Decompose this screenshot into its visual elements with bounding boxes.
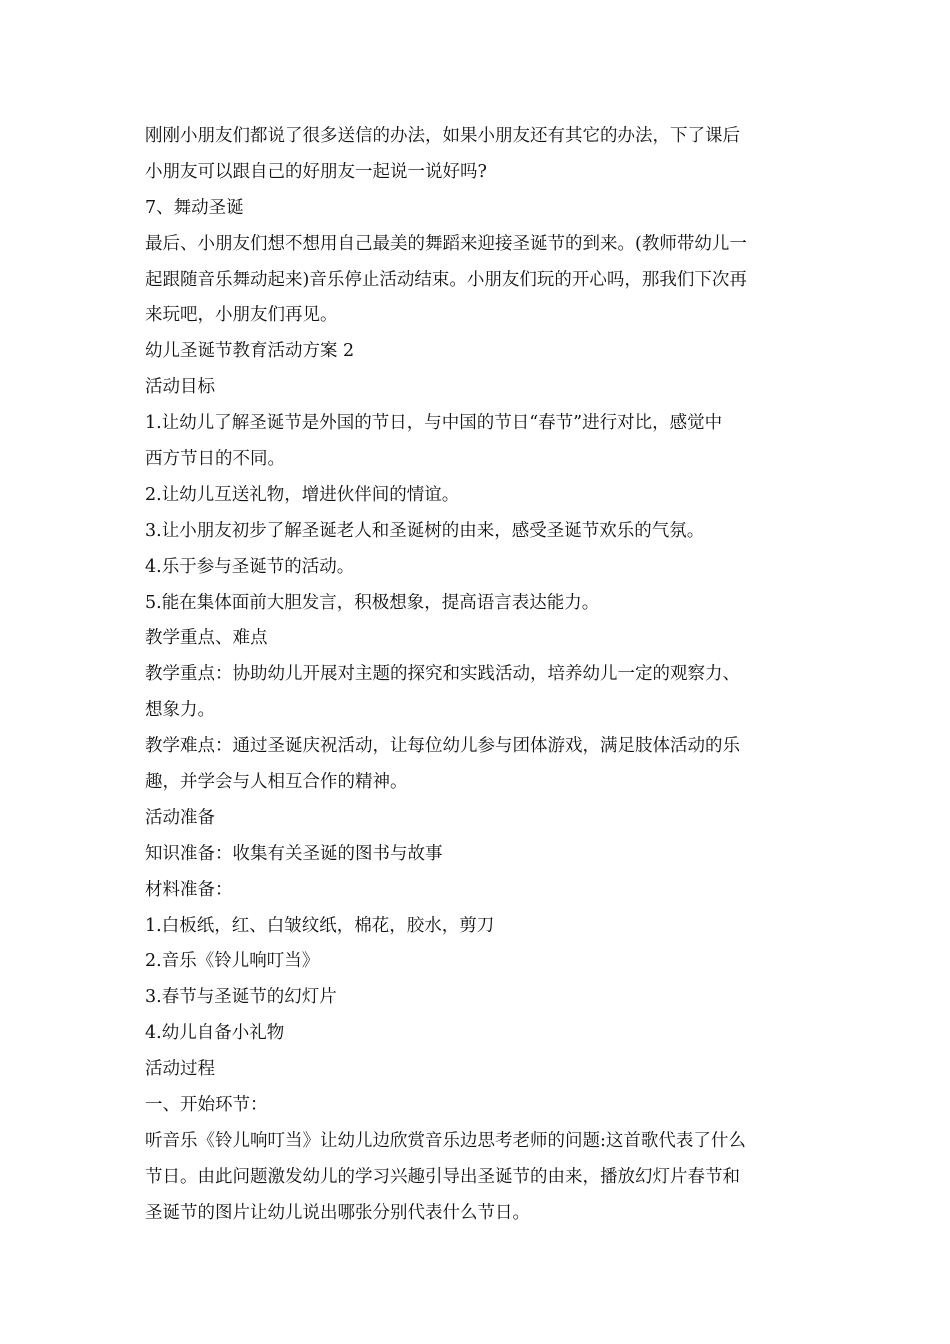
subsection-heading: 一、开始环节： bbox=[145, 1095, 268, 1116]
list-item: 1.白板纸，红、白皱纹纸，棉花，胶水，剪刀 bbox=[145, 915, 495, 936]
list-item: 3.让小朋友初步了解圣诞老人和圣诞树的由来，感受圣诞节欢乐的气氛。 bbox=[145, 520, 705, 541]
list-item: 1.让幼儿了解圣诞节是外国的节日，与中国的节日“春节”进行对比，感觉中 bbox=[145, 413, 723, 434]
text-line: 教学重点：协助幼儿开展对主题的探究和实践活动，培养幼儿一定的观察力、 bbox=[145, 664, 740, 685]
text-line: 听音乐《铃儿响叮当》让幼儿边欣赏音乐边思考老师的问题:这首歌代表了什么 bbox=[145, 1130, 746, 1151]
list-item: 5.能在集体面前大胆发言，积极想象，提高语言表达能力。 bbox=[145, 592, 600, 613]
text-line: 刚刚小朋友们都说了很多送信的办法，如果小朋友还有其它的办法，下了课后 bbox=[145, 126, 740, 146]
list-item: 3.春节与圣诞节的幻灯片 bbox=[145, 987, 337, 1008]
section-heading: 活动准备 bbox=[145, 807, 215, 828]
section-heading: 活动过程 bbox=[145, 1059, 215, 1080]
text-line: 西方节日的不同。 bbox=[145, 449, 285, 470]
document-title: 幼儿圣诞节教育活动方案 2 bbox=[145, 341, 355, 362]
text-line: 材料准备： bbox=[145, 879, 233, 900]
text-line: 小朋友可以跟自己的好朋友一起说一说好吗? bbox=[145, 161, 487, 182]
list-item: 2.让幼儿互送礼物，增进伙伴间的情谊。 bbox=[145, 484, 460, 505]
section-heading: 7、舞动圣诞 bbox=[145, 197, 244, 218]
text-line: 节日。由此问题激发幼儿的学习兴趣引导出圣诞节的由来，播放幻灯片春节和 bbox=[145, 1166, 740, 1187]
list-item: 2.音乐《铃儿响叮当》 bbox=[145, 951, 320, 972]
text-line: 教学难点：通过圣诞庆祝活动，让每位幼儿参与团体游戏，满足肢体活动的乐 bbox=[145, 736, 740, 757]
list-item: 4.幼儿自备小礼物 bbox=[145, 1023, 285, 1044]
text-line: 知识准备：收集有关圣诞的图书与故事 bbox=[145, 843, 443, 864]
text-line: 最后、小朋友们想不想用自己最美的舞蹈来迎接圣诞节的到来。(教师带幼儿一 bbox=[145, 233, 747, 254]
text-line: 想象力。 bbox=[145, 700, 215, 721]
text-line: 来玩吧，小朋友们再见。 bbox=[145, 305, 338, 326]
section-heading: 活动目标 bbox=[145, 377, 215, 398]
section-heading: 教学重点、难点 bbox=[145, 628, 268, 649]
text-line: 趣，并学会与人相互合作的精神。 bbox=[145, 772, 408, 793]
text-line: 圣诞节的图片让幼儿说出哪张分别代表什么节日。 bbox=[145, 1202, 530, 1223]
text-line: 起跟随音乐舞动起来)音乐停止活动结束。小朋友们玩的开心吗，那我们下次再 bbox=[145, 269, 747, 290]
document-body bbox=[145, 119, 810, 1232]
list-item: 4.乐于参与圣诞节的活动。 bbox=[145, 556, 355, 577]
